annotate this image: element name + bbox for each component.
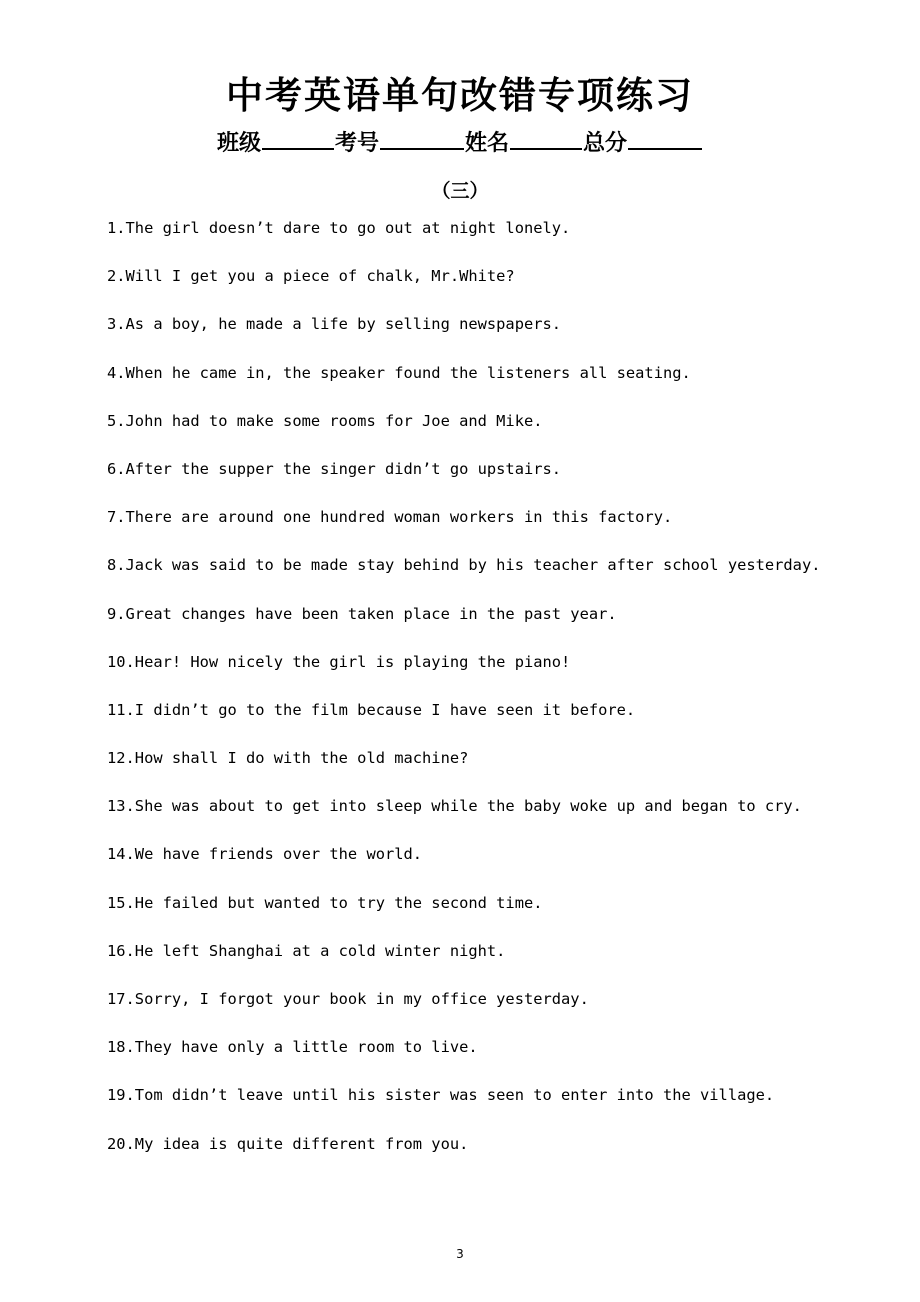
exam-number-label: 考号	[334, 131, 379, 156]
score-blank	[628, 126, 702, 150]
student-info-line	[0, 126, 920, 161]
question-item: 6.After the supper the singer didn’t go upstairs.	[107, 459, 562, 478]
question-item: 3.As a boy, he made a life by selling newspapers.	[107, 315, 562, 334]
class-label: 班级	[216, 131, 261, 156]
class-blank	[262, 126, 334, 150]
name-label: 姓名	[465, 131, 510, 156]
question-item: 8.Jack was said to be made stay behind by his teacher after school yesterday.	[107, 556, 821, 575]
question-item: 17.Sorry, I forgot your book in my office yesterday.	[107, 990, 589, 1008]
question-item: 4.When he came in, the speaker found the listeners all seating.	[107, 363, 691, 382]
question-item: 13.She was about to get into sleep while the baby woke up and began to cry.	[107, 797, 802, 816]
page-number: 3	[456, 1247, 464, 1261]
section-heading: （三）	[431, 180, 489, 202]
question-item: 7.There are around one hundred woman workers in this factory.	[107, 508, 673, 527]
score-label: 总分	[583, 131, 628, 156]
exam-number-blank	[380, 126, 464, 150]
page-title: 中考英语单句改错专项练习	[226, 74, 694, 117]
question-item: 10.Hear! How nicely the girl is playing the piano!	[107, 652, 571, 671]
question-item: 20.My idea is quite different from you.	[107, 1134, 469, 1153]
question-item: 19.Tom didn’t leave until his sister was seen to enter into the village.	[107, 1086, 775, 1105]
question-item: 11.I didn’t go to the film because I have seen it before.	[107, 700, 636, 719]
question-item: 12.How shall I do with the old machine?	[107, 749, 469, 768]
question-list	[107, 213, 820, 1177]
question-item: 9.Great changes have been taken place in the past year.	[107, 604, 617, 623]
question-item: 15.He failed but wanted to try the second time.	[107, 893, 543, 912]
question-item: 5.John had to make some rooms for Joe and Mike.	[107, 411, 543, 430]
question-item: 16.He left Shanghai at a cold winter night.	[107, 941, 506, 960]
question-item: 1.The girl doesn’t dare to go out at night lonely.	[107, 219, 571, 237]
question-item: 18.They have only a little room to live.	[107, 1038, 478, 1057]
question-item: 2.Will I get you a piece of chalk, Mr.White?	[107, 267, 515, 286]
question-item: 14.We have friends over the world.	[107, 845, 423, 864]
name-blank	[510, 126, 582, 150]
